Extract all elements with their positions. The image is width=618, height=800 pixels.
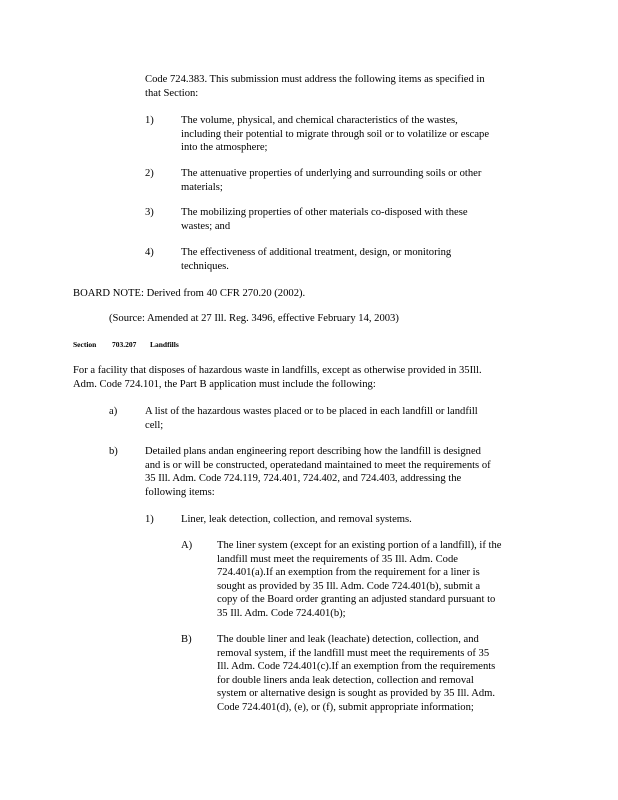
text-line: A list of the hazardous wastes placed or to be placed in each landfill or landfill (145, 406, 478, 417)
text-line: 35 Ill. Adm. Code 724.401(b); (217, 607, 346, 619)
text-line: 35 Ill. Adm. Code 724.119, 724.401, 724.402, and 724.403, addressing the (145, 473, 462, 485)
item-number: 4) (145, 247, 154, 258)
text-line: sought as provided by 35 Ill. Adm. Code 724.401(b), submit a (217, 580, 481, 592)
item-3-text (181, 206, 526, 233)
text-line: Adm. Code 724.101, the Part B application must include the following: (73, 378, 376, 390)
item-number: 2) (145, 168, 154, 179)
text-line: Detailed plans andan engineering report describing how the landfill is designed (145, 446, 481, 457)
text-line: The volume, physical, and chemical characteristics of the wastes, (181, 115, 458, 126)
item-A-text (217, 539, 539, 621)
item-B-text (217, 633, 539, 715)
text-line: Code 724.401(d), (e), or (f), submit appropriate information; (217, 701, 474, 713)
text-line: The mobilizing properties of other materials co-disposed with these (181, 207, 468, 218)
text-line: For a facility that disposes of hazardous waste in landfills, except as otherwise provided in 35Ill. (73, 365, 482, 376)
text-line: for double liners anda leak detection, collection and removal (217, 674, 474, 686)
text-line: Ill. Adm. Code 724.401(c).If an exemption from the requirements (217, 661, 496, 673)
board-note: BOARD NOTE: Derived from 40 CFR 270.20 (2002). (73, 288, 306, 299)
item-b-text (145, 445, 537, 499)
section-label: Section (73, 340, 97, 349)
text-line: copy of the Board order granting an adjusted standard pursuant to (217, 594, 496, 606)
text-line: techniques. (181, 260, 229, 272)
item-number: 1) (145, 514, 154, 525)
section-title: Landfills (150, 340, 179, 349)
text-line: landfill must meet the requirements of 35 Ill. Adm. Code (217, 553, 458, 565)
text-line: materials; (181, 181, 223, 193)
item-a-text (145, 405, 511, 432)
text-line: The attenuative properties of underlying and surrounding soils or other (181, 168, 482, 179)
source-note: (Source: Amended at 27 Ill. Reg. 3496, effective February 14, 2003) (109, 313, 399, 324)
text-line: including their potential to migrate through soil or to volatilize or escape (181, 128, 490, 140)
item-letter: b) (109, 446, 118, 457)
text-line: removal system, if the landfill must meet the requirements of 35 (217, 647, 490, 659)
section-number: 703.207 (112, 340, 137, 349)
item-4-text (181, 246, 526, 273)
item-letter: a) (109, 406, 118, 417)
text-line: cell; (145, 419, 164, 431)
item-letter: B) (181, 634, 192, 645)
item-1-text (181, 114, 526, 155)
section-paragraph (73, 364, 533, 391)
text-line: into the atmosphere; (181, 142, 268, 154)
text-line: The double liner and leak (leachate) detection, collection, and (217, 634, 479, 645)
text-line: Code 724.383. This submission must address the following items as specified in (145, 74, 485, 85)
text-line: The liner system (except for an existing portion of a landfill), if the (217, 540, 502, 551)
text-line: that Section: (145, 87, 199, 99)
text-line: system or alternative design is sought as provided by 35 Ill. Adm. (217, 688, 496, 700)
item-number: 3) (145, 207, 154, 218)
item-letter: A) (181, 540, 193, 551)
text-line: and is or will be constructed, operatedand maintained to meet the requirements of (145, 459, 491, 471)
intro-paragraph (145, 73, 533, 100)
text-line: The effectiveness of additional treatment, design, or monitoring (181, 247, 452, 258)
item-sub1-text: Liner, leak detection, collection, and removal systems. (181, 514, 412, 525)
item-number: 1) (145, 115, 154, 126)
item-2-text (181, 167, 526, 194)
text-line: wastes; and (181, 220, 231, 232)
text-line: following items: (145, 486, 215, 498)
text-line: 724.401(a).If an exemption from the requirement for a liner is (217, 567, 480, 579)
